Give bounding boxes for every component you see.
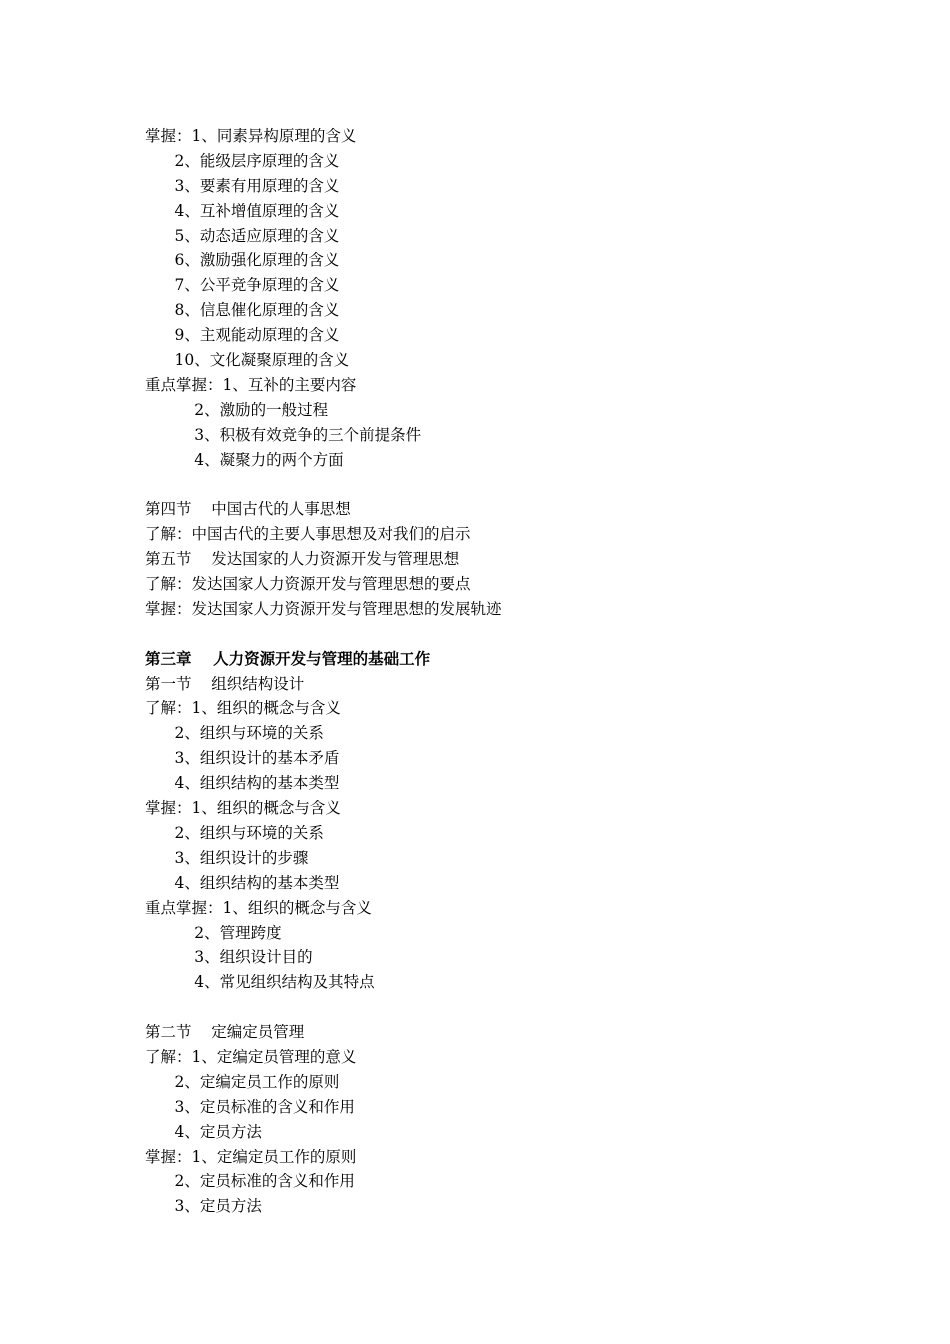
text-line: 2、组织与环境的关系 bbox=[145, 823, 324, 842]
section-heading: 第一节 组织结构设计 bbox=[145, 674, 305, 693]
blank-line bbox=[145, 995, 905, 1020]
section-heading: 第五节 发达国家的人力资源开发与管理思想 bbox=[145, 550, 460, 569]
text-line: 2、定员标准的含义和作用 bbox=[145, 1172, 355, 1191]
text-line: 9、主观能动原理的含义 bbox=[145, 326, 340, 345]
text-line: 3、要素有用原理的含义 bbox=[145, 176, 340, 195]
text-line: 2、管理跨度 bbox=[145, 923, 282, 942]
text-line: 2、激励的一般过程 bbox=[145, 400, 329, 419]
text-line: 3、组织设计的步骤 bbox=[145, 848, 309, 867]
text-line: 6、激励强化原理的含义 bbox=[145, 251, 340, 270]
text-line: 掌握：1、同素异构原理的含义 bbox=[145, 127, 357, 145]
text-line: 2、定编定员工作的原则 bbox=[145, 1072, 340, 1091]
text-line: 3、定员方法 bbox=[145, 1197, 262, 1216]
text-line: 4、定员方法 bbox=[145, 1122, 262, 1141]
text-line: 重点掌握：1、组织的概念与含义 bbox=[145, 898, 372, 917]
text-line: 掌握：发达国家人力资源开发与管理思想的发展轨迹 bbox=[145, 599, 502, 618]
text-line: 4、常见组织结构及其特点 bbox=[145, 973, 375, 992]
text-line: 3、组织设计的基本矛盾 bbox=[145, 749, 340, 768]
text-line: 3、组织设计目的 bbox=[145, 948, 313, 967]
document-body bbox=[145, 124, 905, 1219]
text-line: 3、定员标准的含义和作用 bbox=[145, 1097, 355, 1116]
text-line: 4、互补增值原理的含义 bbox=[145, 201, 340, 220]
text-line: 4、凝聚力的两个方面 bbox=[145, 450, 344, 469]
text-line: 掌握：1、定编定员工作的原则 bbox=[145, 1147, 357, 1166]
chapter-heading: 第三章 人力资源开发与管理的基础工作 bbox=[145, 648, 431, 668]
text-line: 3、积极有效竞争的三个前提条件 bbox=[145, 425, 422, 444]
text-line: 了解：1、组织的概念与含义 bbox=[145, 699, 341, 718]
text-line: 7、公平竞争原理的含义 bbox=[145, 276, 340, 295]
text-line: 5、动态适应原理的含义 bbox=[145, 226, 340, 245]
text-line: 4、组织结构的基本类型 bbox=[145, 774, 340, 793]
text-line: 2、组织与环境的关系 bbox=[145, 724, 324, 743]
text-line: 了解：1、定编定员管理的意义 bbox=[145, 1047, 357, 1066]
text-line: 4、组织结构的基本类型 bbox=[145, 873, 340, 892]
section-heading: 第二节 定编定员管理 bbox=[145, 1023, 305, 1042]
text-line: 了解：中国古代的主要人事思想及对我们的启示 bbox=[145, 525, 471, 544]
text-line: 重点掌握：1、互补的主要内容 bbox=[145, 375, 357, 394]
text-line: 10、文化凝聚原理的含义 bbox=[145, 351, 350, 370]
text-line: 掌握：1、组织的概念与含义 bbox=[145, 799, 341, 818]
blank-line bbox=[145, 472, 905, 497]
text-line: 8、信息催化原理的含义 bbox=[145, 301, 340, 320]
text-line: 2、能级层序原理的含义 bbox=[145, 151, 340, 170]
blank-line bbox=[145, 622, 905, 647]
text-line: 了解：发达国家人力资源开发与管理思想的要点 bbox=[145, 575, 471, 594]
section-heading: 第四节 中国古代的人事思想 bbox=[145, 500, 351, 519]
